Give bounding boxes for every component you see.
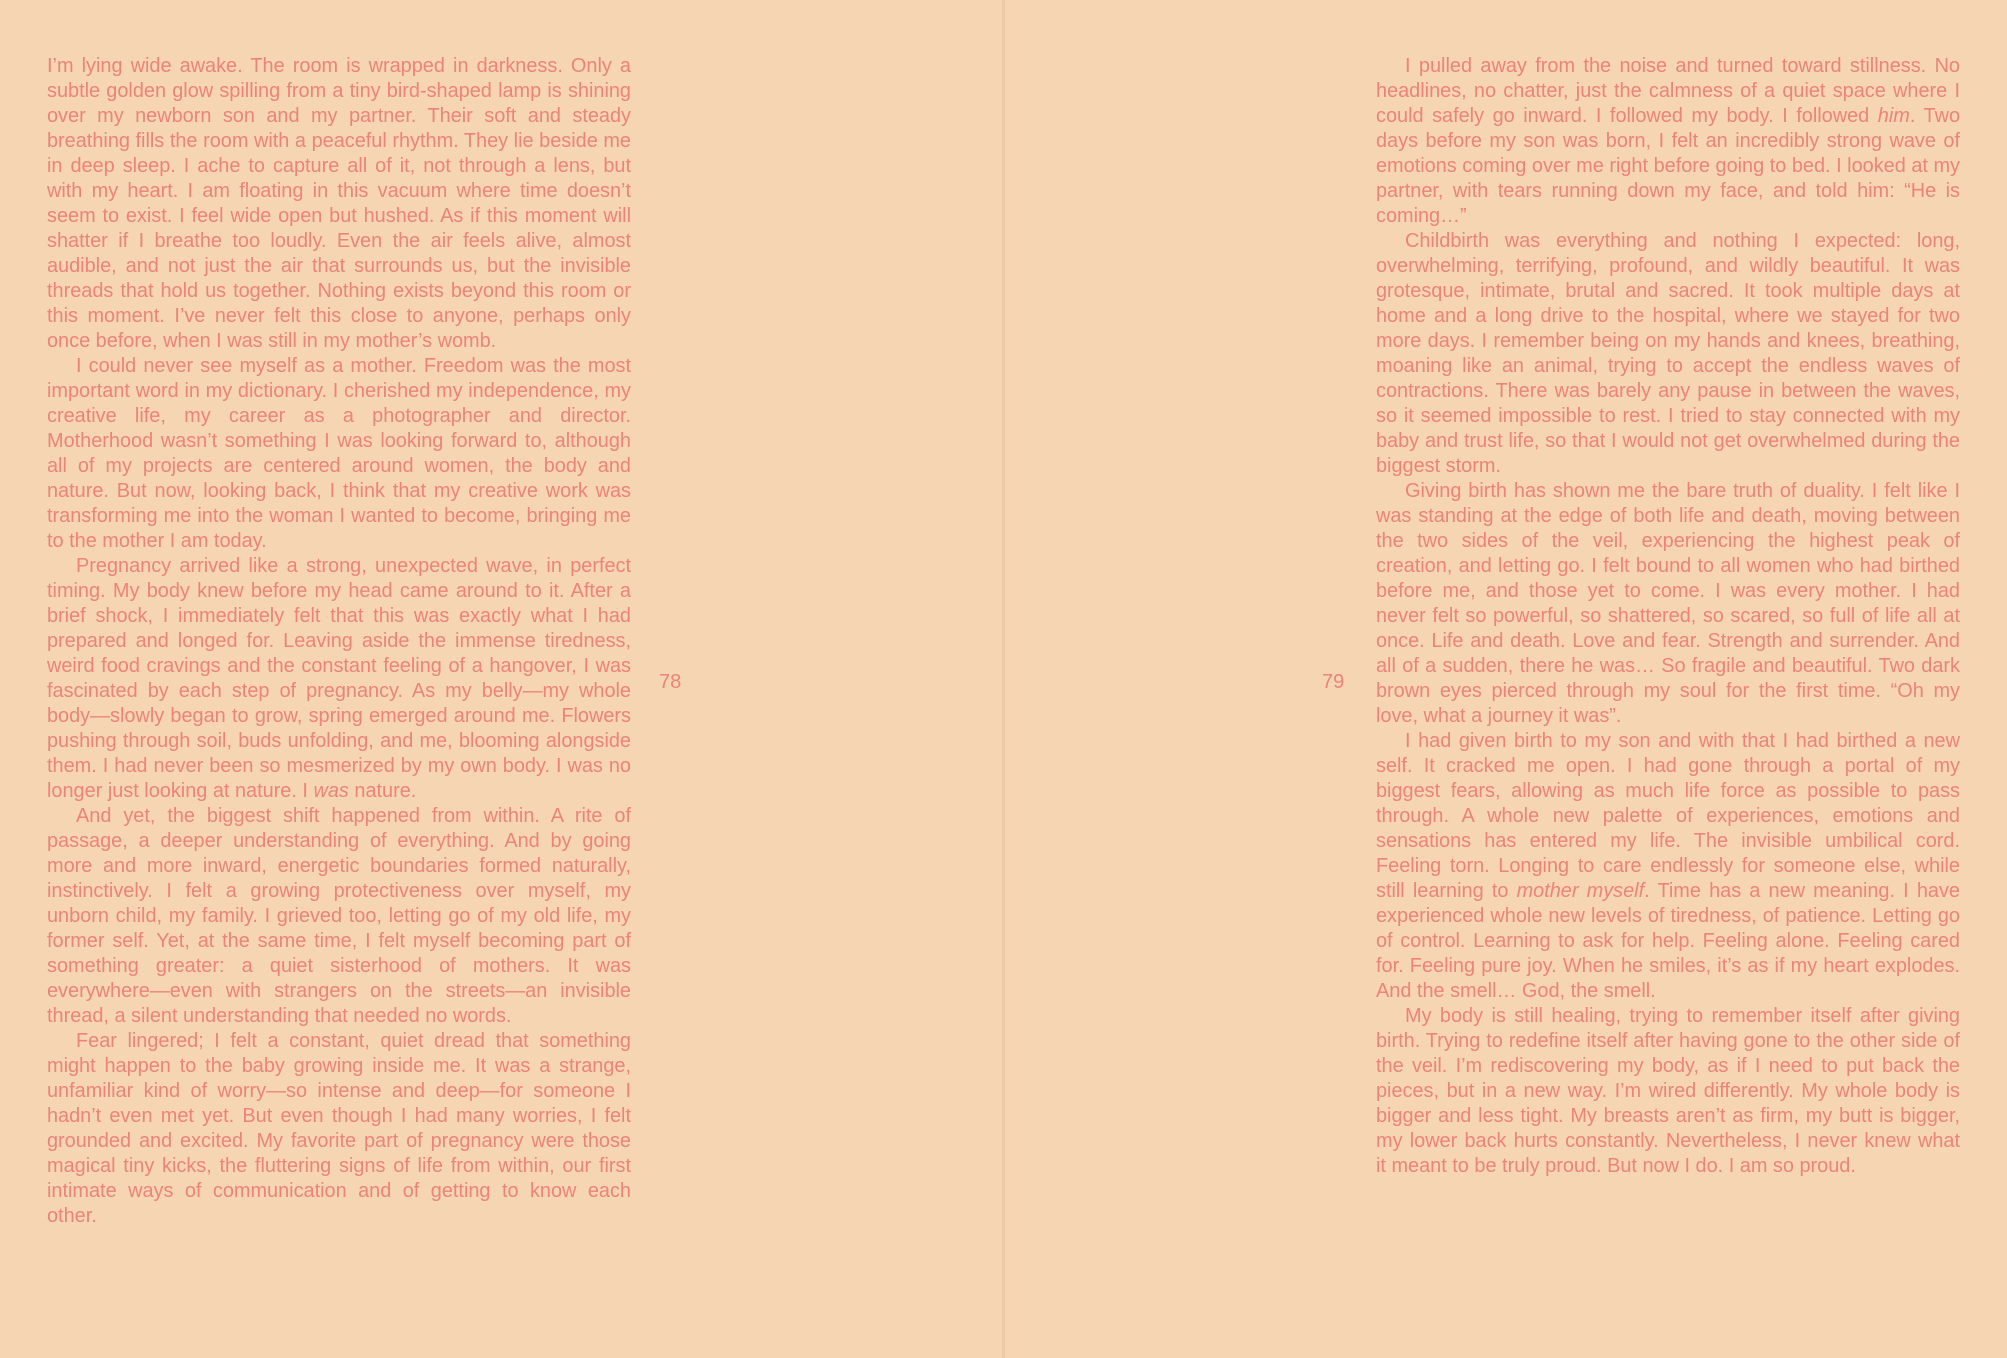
left-page [0,0,1002,1358]
paragraph: Pregnancy arrived like a strong, unexpected wave, in perfect timing. My body knew before my head came around to it. After a brief shock, I immediately felt that this was exactly what I had prepared and longed for. Leaving aside the immense tiredness, weird food cravings and the constant feeling of a hangover, I was fascinated by each step of pregnancy. As my belly—my whole body—slowly began to grow, spring emerged around me. Flowers pushing through soil, buds unfolding, and me, blooming alongside them. I had never been so mesmerized by my own body. I was no longer just looking at nature. I was nature. [47,555,631,802]
emphasis-text: him [1877,105,1910,127]
left-page-text [47,54,631,1229]
page-number: 78 [659,671,682,693]
paragraph: And yet, the biggest shift happened from within. A rite of passage, a deeper understanding of everything. And by going more and more inward, energetic boundaries formed naturally, instinctively. I felt a growing protectiveness over myself, my unborn child, my family. I grieved too, letting go of my old life, my former self. Yet, at the same time, I felt myself becoming part of something greater: a quiet sisterhood of mothers. It was everywhere—even with strangers on the streets—an invisible thread, a silent understanding that needed no words. [47,805,631,1027]
paragraph: I could never see myself as a mother. Freedom was the most important word in my dictionary. I cherished my independence, my creative life, my career as a photographer and director. Motherhood wasn’t something I was looking forward to, although all of my projects are centered around women, the body and nature. But now, looking back, I think that my creative work was transforming me into the woman I wanted to become, bringing me to the mother I am today. [47,355,631,552]
right-page-text [1376,54,1960,1179]
paragraph: I had given birth to my son and with that I had birthed a new self. It cracked me open. I had gone through a portal of my biggest fears, allowing as much life force as possible to pass through. A whole new palette of experiences, emotions and sensations has entered my life. The invisible umbilical cord. Feeling torn. Longing to care endlessly for someone else, while still learning to mother myself. Time has a new meaning. I have experienced whole new levels of tiredness, of patience. Letting go of control. Learning to ask for help. Feeling alone. Feeling cared for. Feeling pure joy. When he smiles, it’s as if my heart explodes. And the smell… God, the smell. [1376,730,1960,1002]
paragraph: Giving birth has shown me the bare truth of duality. I felt like I was standing at the edge of both life and death, moving between the two sides of the veil, experiencing the highest peak of creation, and letting go. I felt bound to all women who had birthed before me, and those yet to come. I was every mother. I had never felt so powerful, so shattered, so scared, so full of life all at once. Life and death. Love and fear. Strength and surrender. And all of a sudden, there he was… So fragile and beautiful. Two dark brown eyes pierced through my soul for the first time. “Oh my love, what a journey it was”. [1376,480,1960,727]
page-number: 79 [1322,671,1345,693]
paragraph: I’m lying wide awake. The room is wrapped in darkness. Only a subtle golden glow spilling from a tiny bird-shaped lamp is shining over my newborn son and my partner. Their soft and steady breathing fills the room with a peaceful rhythm. They lie beside me in deep sleep. I ache to capture all of it, not through a lens, but with my heart. I am floating in this vacuum where time doesn’t seem to exist. I feel wide open but hushed. As if this moment will shatter if I breathe too loudly. Even the air feels alive, almost audible, and not just the air that surrounds us, but the invisible threads that hold us together. Nothing exists beyond this room or this moment. I’ve never felt this close to anyone, perhaps only once before, when I was still in my mother’s womb. [47,55,631,352]
paragraph: Childbirth was everything and nothing I expected: long, overwhelming, terrifying, profound, and wildly beautiful. It was grotesque, intimate, brutal and sacred. It took multiple days at home and a long drive to the hospital, where we stayed for two more days. I remember being on my hands and knees, breathing, moaning like an animal, trying to accept the endless waves of contractions. There was barely any pause in between the waves, so it seemed impossible to rest. I tried to stay connected with my baby and trust life, so that I would not get overwhelmed during the biggest storm. [1376,230,1960,477]
paragraph: My body is still healing, trying to remember itself after giving birth. Trying to redefine itself after having gone to the other side of the veil. I’m rediscovering my body, as if I need to put back the pieces, but in a new way. I’m wired differently. My whole body is bigger and less tight. My breasts aren’t as firm, my butt is bigger, my lower back hurts constantly. Nevertheless, I never knew what it meant to be truly proud. But now I do. I am so proud. [1376,1005,1960,1177]
emphasis-text: was [313,780,349,802]
emphasis-text: mother myself [1516,880,1645,902]
paragraph: I pulled away from the noise and turned toward stillness. No headlines, no chatter, just the calmness of a quiet space where I could safely go inward. I followed my body. I followed him. Two days before my son was born, I felt an incredibly strong wave of emotions coming over me right before going to bed. I looked at my partner, with tears running down my face, and told him: “He is coming…” [1376,55,1961,227]
paragraph: Fear lingered; I felt a constant, quiet dread that something might happen to the baby growing inside me. It was a strange, unfamiliar kind of worry—so intense and deep—for someone I hadn’t even met yet. But even though I had many worries, I felt grounded and excited. My favorite part of pregnancy were those magical tiny kicks, the fluttering signs of life from within, our first intimate ways of communication and of getting to know each other. [47,1030,631,1227]
right-page [1005,0,2007,1358]
